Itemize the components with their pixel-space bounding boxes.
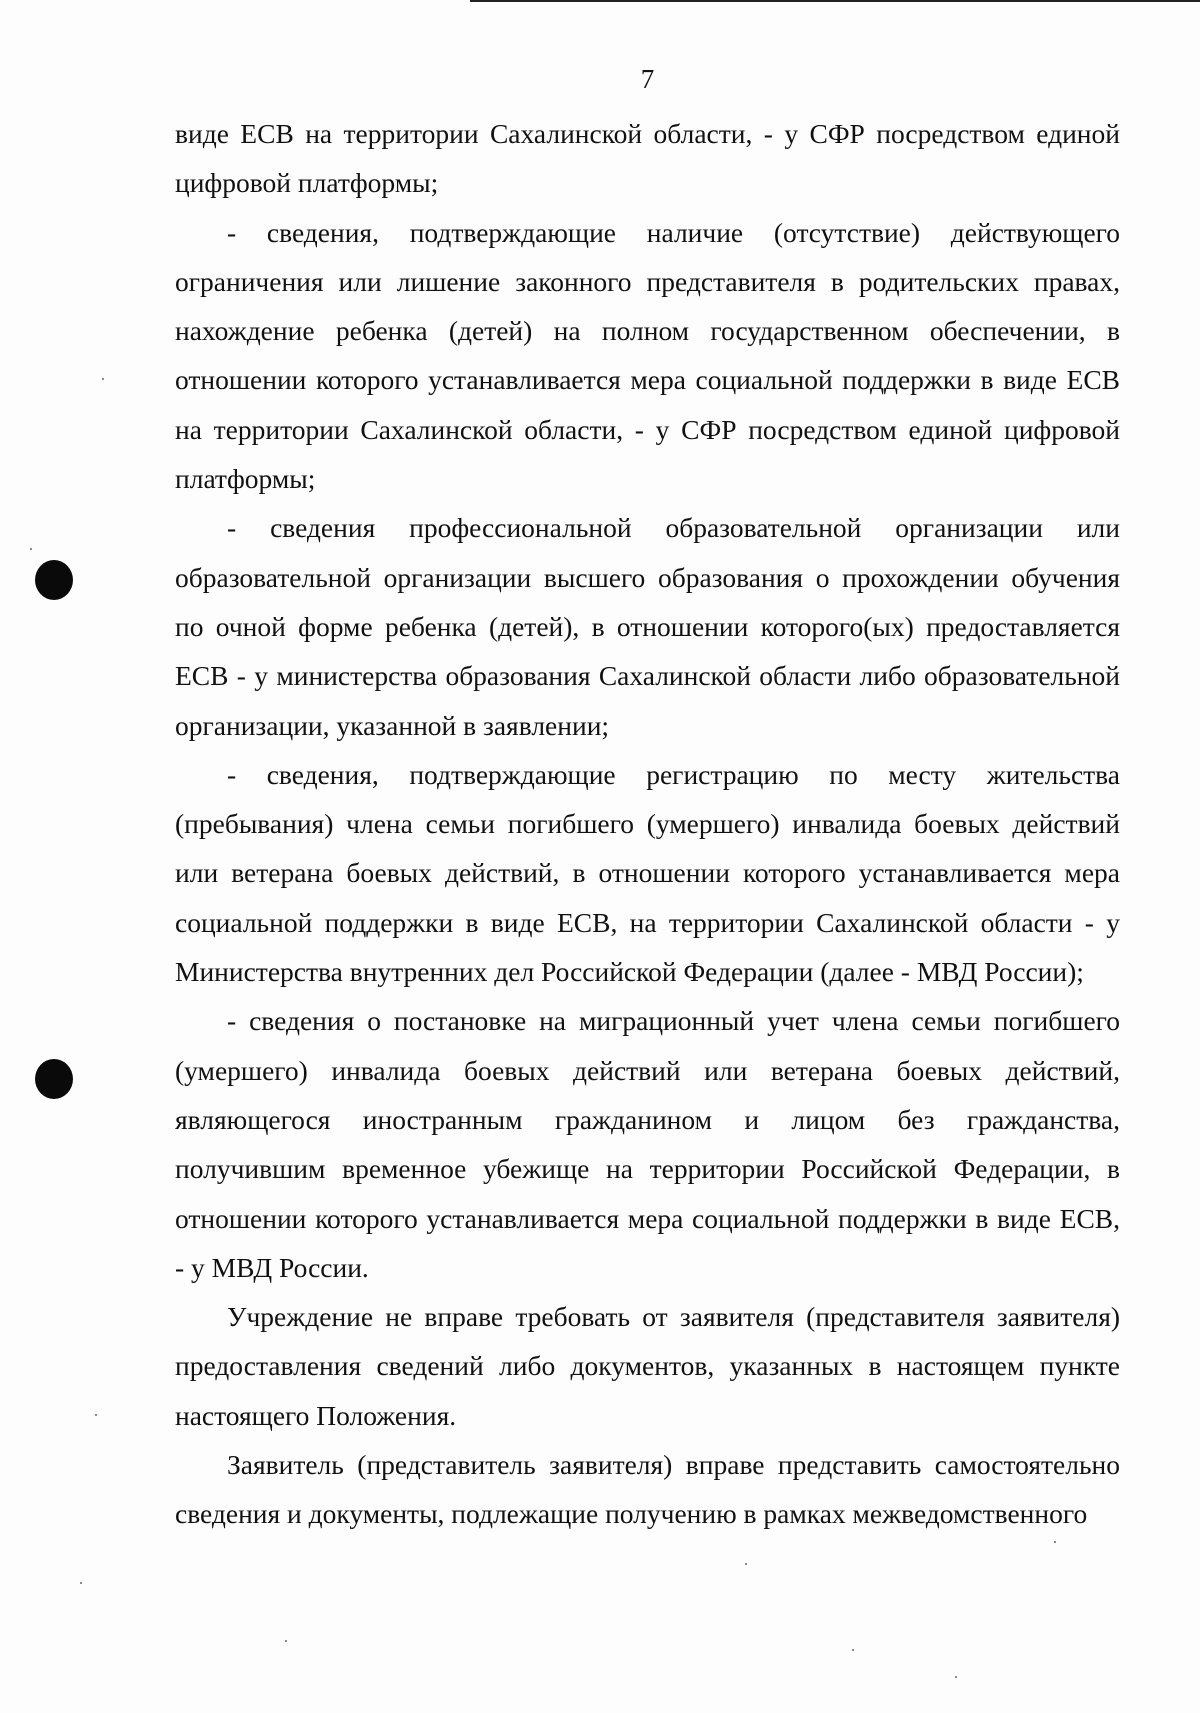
paragraph: - сведения, подтверждающие регистрацию по месту жительства (пребывания) члена семьи погибшего (умершего) инвалида боевых действий или ветерана боевых действий, в отношении которого устанавливается мера социальной поддержки в виде ЕСВ, на территории Сахалинской области - у Министерства внутренних дел Российской Федерации (далее - МВД России); xyxy=(175,758,1120,988)
scan-speck xyxy=(745,1563,747,1565)
punch-hole-icon xyxy=(35,1059,73,1099)
paragraph: - сведения профессиональной образовательной организации или образовательной организации высшего образования о прохождении обучения по очной форме ребенка (детей), в отношении которого(ых) предоставляется ЕСВ - у министерства образования Сахалинской области либо образовательной организации, указанной в заявлении; xyxy=(175,512,1120,741)
document-body xyxy=(175,109,1120,1539)
scan-speck xyxy=(955,1676,957,1678)
scan-speck xyxy=(80,1582,82,1584)
paragraph: Заявитель (представитель заявителя) вправе представить самостоятельно сведения и документы, подлежащие получению в рамках межведомственного xyxy=(175,1449,1120,1530)
scan-edge-line xyxy=(470,0,1200,2)
paragraph: - сведения, подтверждающие наличие (отсутствие) действующего ограничения или лишение законного представителя в родительских правах, нахождение ребенка (детей) на полном государственном обеспечении, в отношении которого устанавливается мера социальной поддержки в виде ЕСВ на территории Сахалинской области, - у СФР посредством единой цифровой платформы; xyxy=(175,216,1120,495)
scan-speck xyxy=(30,548,32,550)
paragraph: Учреждение не вправе требовать от заявителя (представителя заявителя) предоставления сведений либо документов, указанных в настоящем пункте настоящего Положения. xyxy=(175,1301,1120,1431)
paragraph: - сведения о постановке на миграционный учет члена семьи погибшего (умершего) инвалида боевых действий или ветерана боевых действий, являющегося иностранным гражданином и лицом без гражданства, получившим временное убежище на территории Российской Федерации, в отношении которого устанавливается мера социальной поддержки в виде ЕСВ, - у МВД России. xyxy=(175,1005,1120,1283)
page-number: 7 xyxy=(640,64,655,94)
punch-hole-icon xyxy=(35,560,73,600)
scan-speck xyxy=(852,1649,854,1651)
scan-speck xyxy=(1054,1541,1056,1543)
scan-speck xyxy=(285,1640,287,1642)
paragraph: виде ЕСВ на территории Сахалинской области, - у СФР посредством единой цифровой платформы; xyxy=(175,118,1120,199)
scan-speck xyxy=(102,378,104,380)
scan-speck xyxy=(95,1414,97,1416)
